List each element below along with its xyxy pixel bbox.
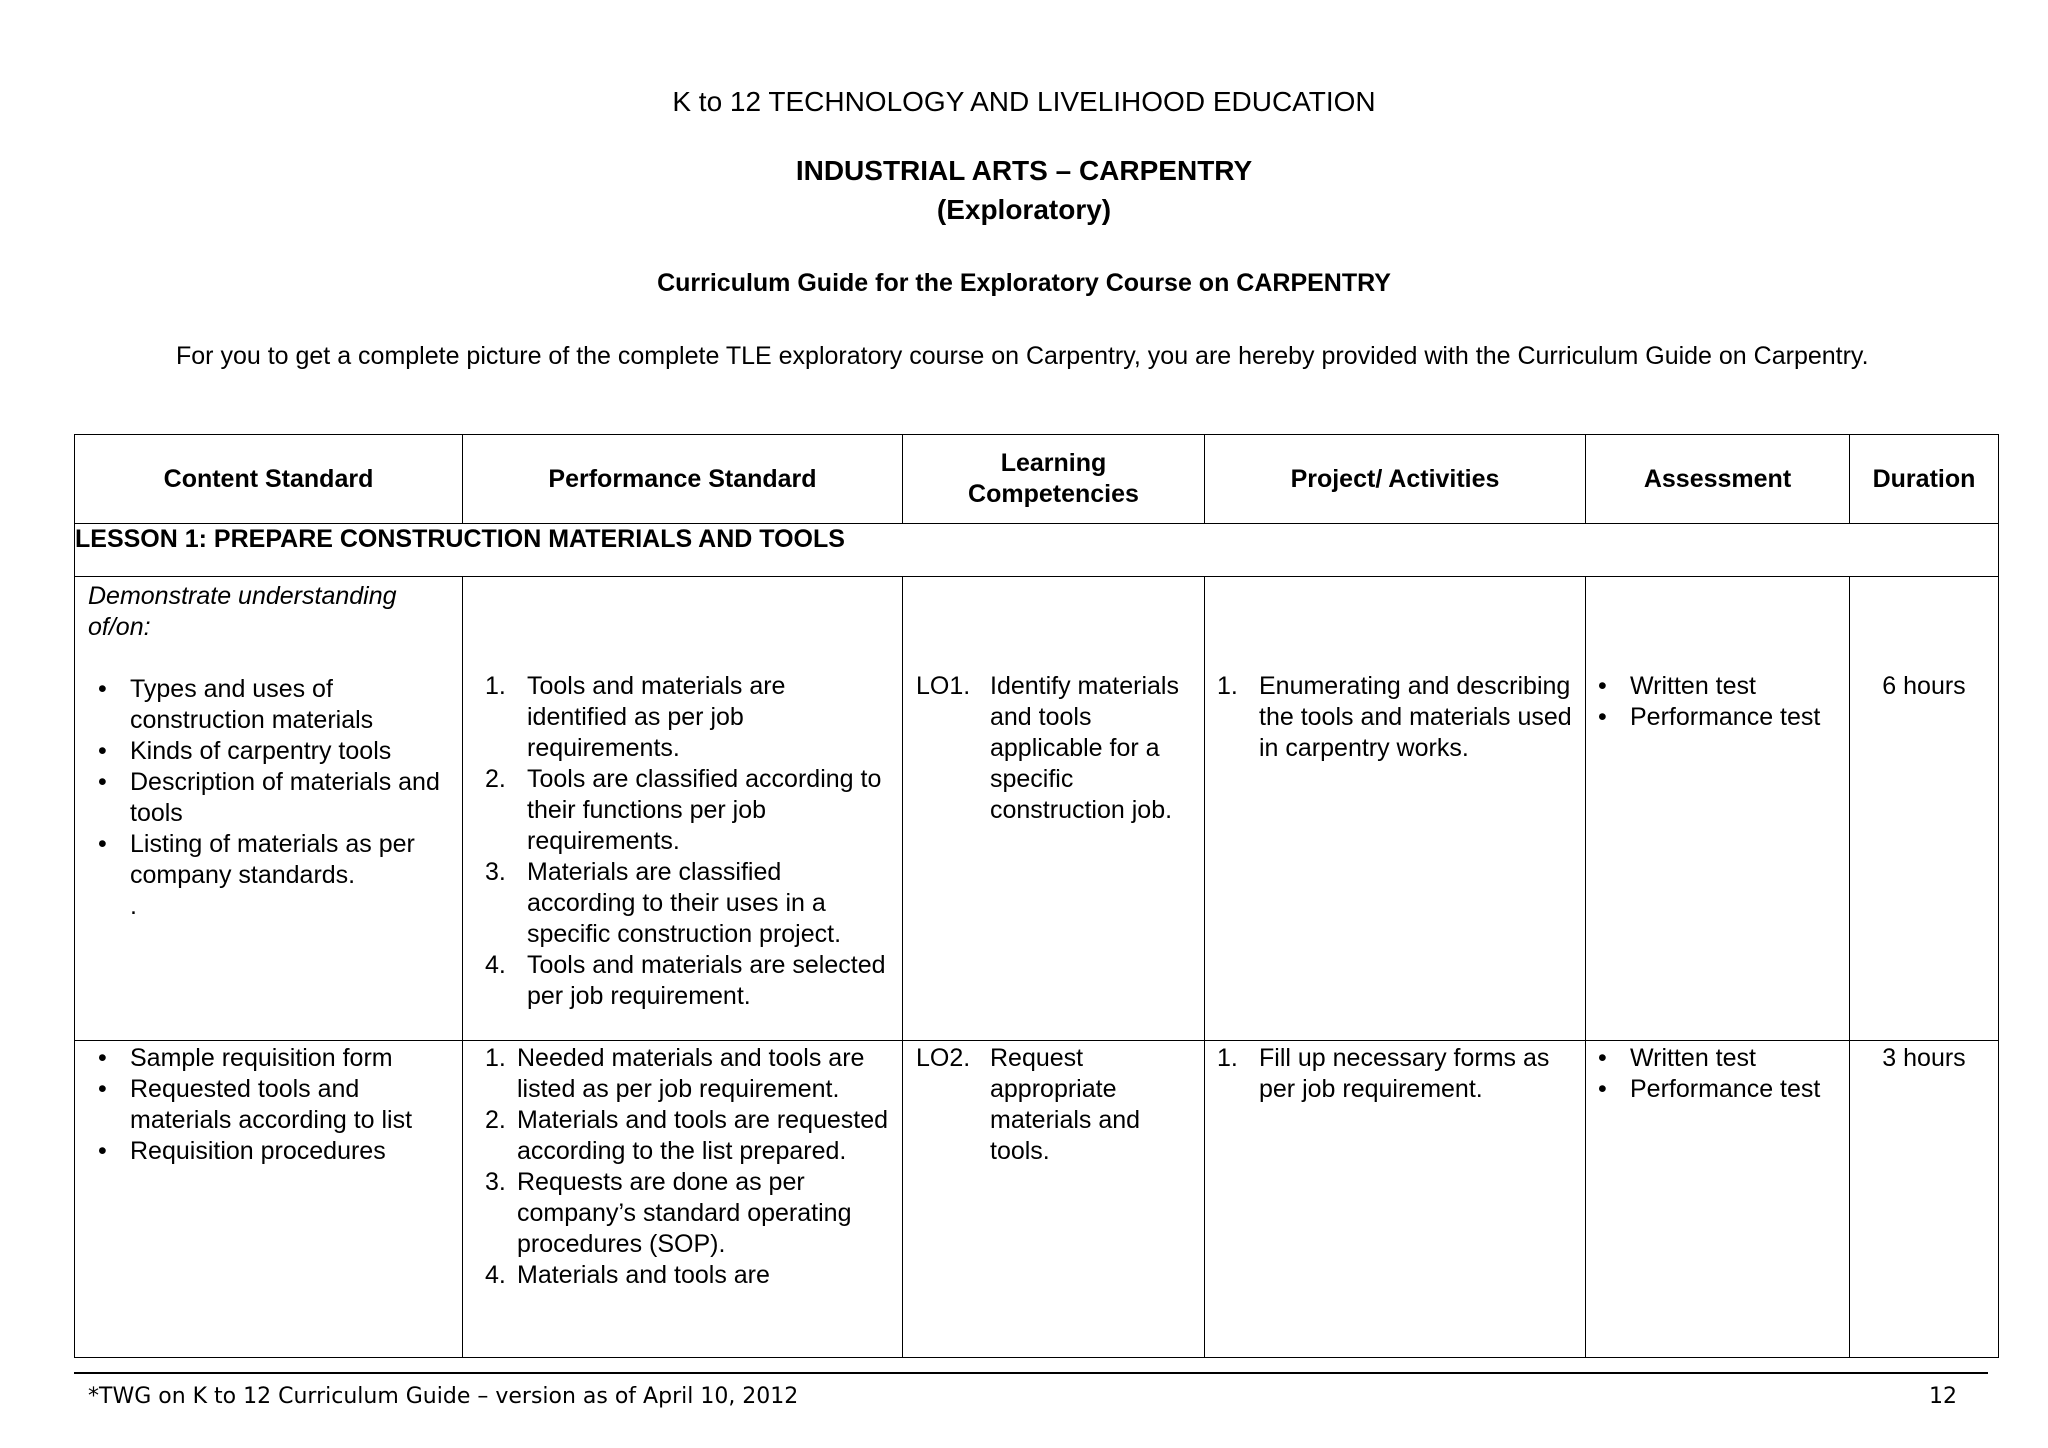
list-item: • Written test: [1588, 671, 1839, 702]
column-header-assessment: Assessment: [1586, 435, 1850, 524]
assessment-cell: [1586, 577, 1850, 1041]
subject-subtitle: (Exploratory): [936, 194, 1112, 225]
intro-paragraph: For you to get a complete picture of the complete TLE exploratory course on Carpentry, you are hereby provided with the Curriculum Guide on Carpentry.: [176, 342, 1869, 370]
competency-code: LO1.: [916, 672, 971, 700]
lesson-row: [75, 524, 1999, 577]
list-item: • Listing of materials as per company standards.: [88, 829, 452, 891]
list-item: • Kinds of carpentry tools: [88, 736, 452, 767]
table-header-row: [75, 435, 1999, 524]
duration-cell: [1850, 1041, 1999, 1358]
duration-cell: [1850, 577, 1999, 1041]
activities-list: [1217, 671, 1575, 764]
list-item: 1. Needed materials and tools are listed as per job requirement.: [485, 1044, 865, 1103]
list-item: 4. Materials and tools are: [485, 1261, 770, 1289]
performance-standard-cell: [463, 577, 903, 1041]
page-number: 12: [1929, 1384, 1957, 1409]
column-header-performance-standard: Performance Standard: [463, 435, 903, 524]
subject-heading: [0, 151, 2048, 229]
lesson-title: LESSON 1: PREPARE CONSTRUCTION MATERIALS AND TOOLS: [75, 524, 1999, 577]
performance-list: [485, 671, 892, 1012]
list-item: 1. Enumerating and describing the tools and materials used in carpentry works.: [1217, 672, 1572, 762]
learning-competency-cell: [903, 577, 1205, 1041]
performance-list: [485, 1043, 892, 1291]
column-header-learning-competencies: Learning Competencies: [903, 435, 1205, 524]
column-header-content-standard: Content Standard: [75, 435, 463, 524]
list-item: 2. Tools are classified according to their functions per job requirements.: [485, 765, 882, 855]
list-item: 1. Fill up necessary forms as per job requirement.: [1217, 1044, 1550, 1103]
duration-value: 3 hours: [1882, 1044, 1966, 1072]
activities-cell: [1205, 577, 1586, 1041]
guide-title: Curriculum Guide for the Exploratory Course on CARPENTRY: [657, 269, 1391, 297]
duration-value: 6 hours: [1882, 672, 1966, 700]
competency-text: Request appropriate materials and tools.: [990, 1044, 1141, 1165]
list-item: • Performance test: [1588, 1074, 1839, 1105]
activities-list: [1217, 1043, 1575, 1105]
assessment-list: [1588, 671, 1839, 733]
list-item: • Sample requisition form: [88, 1043, 452, 1074]
performance-standard-cell: [463, 1041, 903, 1358]
document-title: K to 12 TECHNOLOGY AND LIVELIHOOD EDUCATION: [672, 86, 1376, 117]
column-header-duration: Duration: [1850, 435, 1999, 524]
table-row: [75, 1041, 1999, 1358]
list-item: 3. Requests are done as per company’s standard operating procedures (SOP).: [485, 1168, 852, 1258]
table-row: [75, 577, 1999, 1041]
column-header-project-activities: Project/ Activities: [1205, 435, 1586, 524]
learning-competency-cell: [903, 1041, 1205, 1358]
competency-item: [916, 671, 1194, 826]
assessment-list: [1588, 1043, 1839, 1105]
list-item: 1. Tools and materials are identified as per job requirements.: [485, 672, 786, 762]
subject-title: INDUSTRIAL ARTS – CARPENTRY: [795, 155, 1253, 186]
list-item: 3. Materials are classified according to their uses in a specific construction project.: [485, 858, 842, 948]
list-item: 2. Materials and tools are requested according to the list prepared.: [485, 1106, 889, 1165]
footer-divider: [74, 1372, 1988, 1374]
list-item: 4. Tools and materials are selected per job requirement.: [485, 951, 886, 1010]
content-list: [88, 1043, 452, 1167]
list-item: • Performance test: [1588, 702, 1839, 733]
content-intro: Demonstrate understanding of/on:: [88, 582, 397, 641]
list-item: • Requisition procedures: [88, 1136, 452, 1167]
curriculum-table: [74, 434, 1999, 1358]
competency-text: Identify materials and tools applicable for a specific construction job.: [990, 672, 1179, 824]
assessment-cell: [1586, 1041, 1850, 1358]
content-trailing-mark: .: [130, 892, 137, 920]
list-item: • Types and uses of construction materials: [88, 674, 452, 736]
footer-note: *TWG on K to 12 Curriculum Guide – version as of April 10, 2012: [88, 1384, 799, 1409]
competency-code: LO2.: [916, 1044, 971, 1072]
competency-item: [916, 1043, 1194, 1167]
content-standard-cell: [75, 1041, 463, 1358]
activities-cell: [1205, 1041, 1586, 1358]
list-item: • Written test: [1588, 1043, 1839, 1074]
content-standard-cell: [75, 577, 463, 1041]
content-list: [88, 674, 452, 891]
list-item: • Description of materials and tools: [88, 767, 452, 829]
list-item: • Requested tools and materials according to list: [88, 1074, 452, 1136]
